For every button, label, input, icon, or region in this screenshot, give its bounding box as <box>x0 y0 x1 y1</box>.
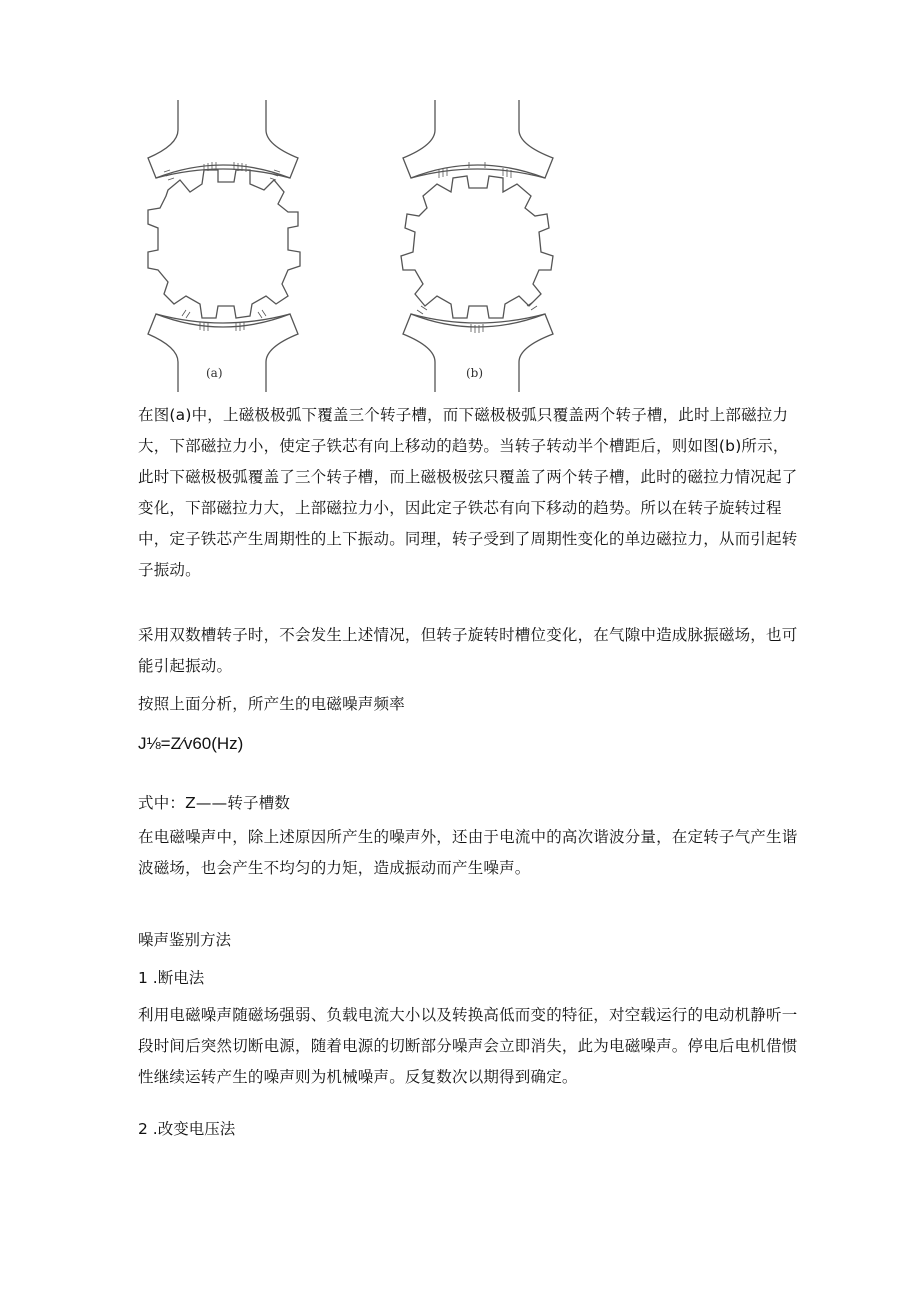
paragraph-pole-analysis: 在图(a)中，上磁极极弧下覆盖三个转子槽，而下磁极极弧只覆盖两个转子槽，此时上部磁拉力大，下部磁拉力小，使定子铁芯有向上移动的趋势。当转子转动半个槽距后，则如图(b)所示，此时下磁极极弧覆盖了三个转子槽，而上磁极极弦只覆盖了两个转子槽，此时的磁拉力情况起了变化，下部磁拉力大，上部磁拉力小，因此定子铁芯有向下移动的趋势。所以在转子旋转过程中，定子铁芯产生周期性的上下振动。同理，转子受到了周期性变化的单边磁拉力，从而引起转子振动。 <box>138 406 798 579</box>
figure-caption-a: (a) <box>206 366 223 380</box>
noise-frequency-formula: J⅛=Z∕v60(Hz) <box>138 734 244 753</box>
figure-caption-b: (b) <box>466 366 484 380</box>
paragraph-even-slot-rotor: 采用双数槽转子时，不会发生上述情况，但转子旋转时槽位变化，在气隙中造成脉振磁场，也可能引起振动。 <box>138 626 798 675</box>
section-heading: 噪声鉴别方法 <box>138 931 232 949</box>
motor-diagram-b <box>395 100 560 392</box>
paragraph-power-off-method: 利用电磁噪声随磁场强弱、负载电流大小以及转换高低而变的特征，对空载运行的电动机静听一段时间后突然切断电源，随着电源的切断部分噪声会立即消失，此为电磁噪声。停电后电机借惯性继续运转产生的噪声则为机械噪声。反复数次以期得到确定。 <box>138 1006 798 1086</box>
list-item-voltage-change-method: 2 .改变电压法 <box>138 1120 236 1138</box>
motor-diagram-a <box>138 100 308 392</box>
paragraph-harmonics: 在电磁噪声中，除上述原因所产生的噪声外，还由于电流中的高次谐波分量，在定转子气产生谐波磁场，也会产生不均匀的力矩，造成振动而产生噪声。 <box>138 828 798 877</box>
paragraph-frequency-intro: 按照上面分析，所产生的电磁噪声频率 <box>138 695 405 713</box>
formula-legend: 式中：Z——转子槽数 <box>138 794 291 812</box>
list-item-power-off-method: 1 .断电法 <box>138 969 205 987</box>
